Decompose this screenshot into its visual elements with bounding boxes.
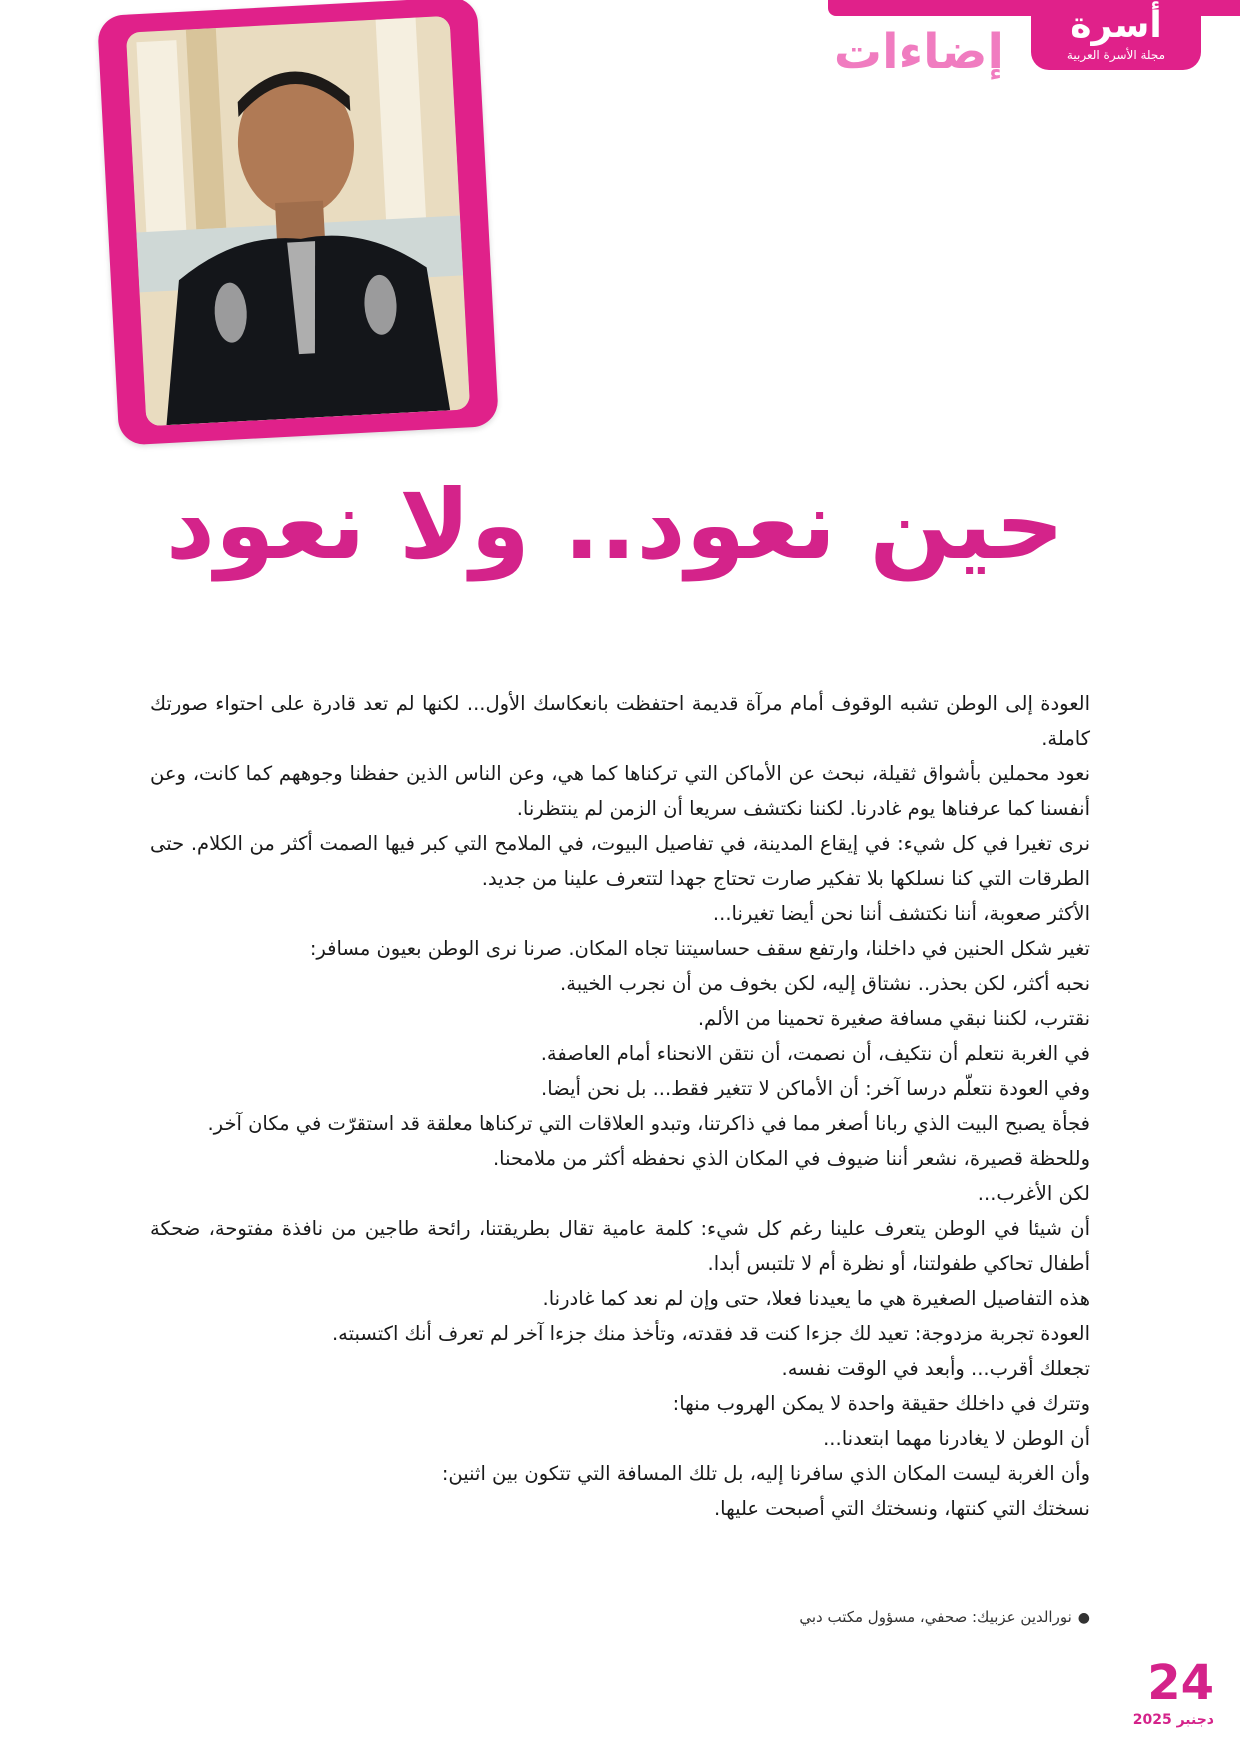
author-name: نورالدين عزبيك: صحفي، مسؤول مكتب دبي [799, 1608, 1072, 1626]
author-photo-frame [97, 0, 499, 446]
paragraph: نرى تغيرا في كل شيء: في إيقاع المدينة، في تفاصيل البيوت، في الملامح التي كبر فيها الصمت أكثر من الكلام. حتى الطرقات التي كنا نسلكها بلا تفكير صارت تحتاج جهدا لتتعرف علينا من جديد. [150, 832, 1090, 890]
paragraph: أن شيئا في الوطن يتعرف علينا رغم كل شيء: كلمة عامية تقال بطريقتنا، رائحة طاجين من نافذة مفتوحة، ضحكة أطفال تحاكي طفولتنا، أو نظرة أم لا تلتبس أبدا. [150, 1217, 1090, 1275]
paragraph: نعود محملين بأشواق ثقيلة، نبحث عن الأماكن التي تركناها كما هي، وعن الناس الذين حفظنا وجوههم كما كانت، وعن أنفسنا كما عرفناها يوم غادرنا. لكننا نكتشف سريعا أن الزمن لم ينتظرنا. [150, 762, 1090, 820]
paragraph: نسختك التي كنتها، ونسختك التي أصبحت عليها. [713, 1497, 1090, 1520]
paragraph: وأن الغربة ليست المكان الذي سافرنا إليه، بل تلك المسافة التي تتكون بين اثنين: [441, 1462, 1090, 1485]
section-title: إضاءات [833, 24, 1004, 80]
paragraph: في الغربة نتعلم أن نتكيف، أن نصمت، أن نتقن الانحناء أمام العاصفة. [540, 1042, 1090, 1065]
article-body [150, 686, 1090, 1526]
logo-title: أسرة [1070, 5, 1162, 46]
paragraph: أن الوطن لا يغادرنا مهما ابتعدنا... [823, 1427, 1090, 1450]
magazine-logo [1031, 0, 1201, 70]
paragraph: فجأة يصبح البيت الذي ربانا أصغر مما في ذاكرتنا، وتبدو العلاقات التي تركناها معلقة قد استقرّت في مكان آخر. [207, 1112, 1090, 1135]
paragraph: وتترك في داخلك حقيقة واحدة لا يمكن الهروب منها: [672, 1392, 1090, 1415]
paragraph: العودة إلى الوطن تشبه الوقوف أمام مرآة قديمة احتفظت بانعكاسك الأول... لكنها لم تعد قادرة على احتواء صورتك كاملة. [150, 692, 1090, 750]
bullet-icon: ● [1077, 1610, 1090, 1626]
paragraph: وفي العودة نتعلّم درسا آخر: أن الأماكن لا تتغير فقط... بل نحن أيضا. [541, 1077, 1090, 1100]
article-title: حين نعود.. ولا نعود [165, 469, 1065, 581]
paragraph: نحبه أكثر، لكن بحذر.. نشتاق إليه، لكن بخوف من أن نجرب الخيبة. [560, 972, 1090, 995]
page-number: 24 [1147, 1655, 1214, 1711]
issue-date: دجنبر 2025 [1132, 1712, 1214, 1728]
logo-subtitle: مجلة الأسرة العربية [1066, 48, 1166, 62]
paragraph: الأكثر صعوبة، أننا نكتشف أننا نحن أيضا تغيرنا... [712, 902, 1090, 925]
paragraph: العودة تجربة مزدوجة: تعيد لك جزءا كنت قد فقدته، وتأخذ منك جزءا آخر لم تعرف أنك اكتسبته. [331, 1322, 1090, 1345]
paragraph: تغير شكل الحنين في داخلنا، وارتفع سقف حساسيتنا تجاه المكان. صرنا نرى الوطن بعيون مسافر: [309, 937, 1090, 960]
paragraph: لكن الأغرب... [977, 1182, 1090, 1205]
paragraph: وللحظة قصيرة، نشعر أننا ضيوف في المكان الذي نحفظه أكثر من ملامحنا. [492, 1147, 1090, 1170]
author-credit [600, 1608, 1090, 1626]
portrait-illustration [126, 16, 470, 426]
paragraph: هذه التفاصيل الصغيرة هي ما يعيدنا فعلا، حتى وإن لم نعد كما غادرنا. [542, 1287, 1090, 1310]
author-photo [126, 16, 470, 426]
paragraph: تجعلك أقرب... وأبعد في الوقت نفسه. [781, 1357, 1090, 1380]
paragraph: نقترب، لكننا نبقي مسافة صغيرة تحمينا من الألم. [697, 1007, 1090, 1030]
